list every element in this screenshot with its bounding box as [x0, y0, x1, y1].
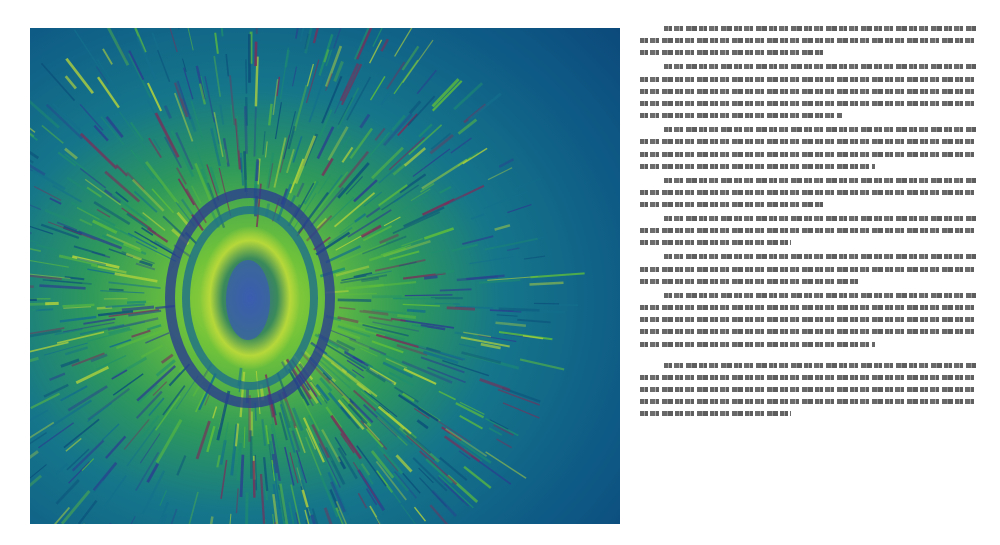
text-line [640, 77, 976, 82]
text-paragraph [640, 64, 976, 118]
text-line [664, 26, 976, 31]
text-line [640, 399, 976, 404]
text-paragraph [640, 254, 976, 283]
image-streak [425, 303, 453, 304]
image-streak [245, 106, 246, 154]
image-streak [257, 159, 258, 181]
image-streak [241, 455, 243, 497]
text-paragraph [640, 216, 976, 245]
image-streak [440, 289, 472, 290]
image-streak [534, 303, 559, 304]
text-line [640, 89, 976, 94]
text-paragraph [640, 363, 976, 417]
text-line [640, 387, 976, 392]
image-streak [424, 277, 437, 279]
text-line [640, 329, 976, 334]
image-streak [63, 305, 95, 307]
image-streak [338, 300, 372, 301]
text-line [640, 190, 976, 195]
text-line [640, 113, 842, 118]
image-streak [30, 286, 34, 287]
text-line [664, 64, 976, 69]
text-line [664, 178, 976, 183]
image-streak [530, 283, 564, 285]
text-paragraph [640, 293, 976, 347]
text-line [640, 202, 825, 207]
image-streak [254, 461, 255, 498]
text-line [640, 342, 875, 347]
text-line [640, 50, 825, 55]
image-streak [405, 295, 453, 296]
text-paragraph [640, 127, 976, 169]
image-streak [499, 309, 540, 311]
text-line [664, 216, 976, 221]
text-line [664, 363, 976, 368]
text-line [640, 38, 976, 43]
text-line [640, 152, 976, 157]
image-streak [246, 59, 247, 93]
text-line [640, 139, 976, 144]
image-streak [109, 289, 124, 290]
image-streak [256, 42, 257, 66]
text-line [640, 317, 976, 322]
image-streak [447, 308, 475, 309]
text-paragraph [640, 26, 976, 55]
text-line [640, 267, 976, 272]
image-streak [539, 305, 578, 306]
text-line [640, 240, 791, 245]
text-column [640, 26, 976, 526]
text-line [640, 305, 976, 310]
text-line [664, 254, 976, 259]
radial-false-color-image [30, 28, 620, 524]
text-line [664, 127, 976, 132]
image-streak [407, 310, 426, 311]
image-streak [257, 28, 258, 34]
text-line [640, 279, 858, 284]
image-canvas [30, 28, 620, 524]
image-streak [127, 302, 146, 303]
text-paragraph [640, 178, 976, 207]
image-streak [246, 492, 247, 524]
text-line [640, 101, 976, 106]
text-line [640, 228, 976, 233]
text-line [640, 411, 791, 416]
text-line [664, 293, 976, 298]
text-line [640, 164, 875, 169]
text-line [640, 375, 976, 380]
